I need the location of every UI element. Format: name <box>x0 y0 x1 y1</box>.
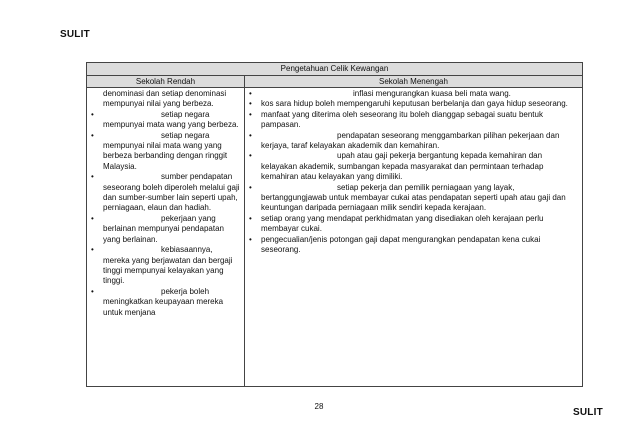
list-item: • setiap negara mempunyai mata wang yang berbeza. <box>91 109 239 130</box>
list-item: • pekerjaan yang berlainan mempunyai pendapatan yang berlainan. <box>91 213 224 244</box>
bullet-icon: • <box>91 213 94 223</box>
bullet-icon: • <box>249 89 252 98</box>
list-item: • setiap negara mempunyai nilai mata wang yang berbeza berbanding dengan ringgit Malaysia. <box>91 130 228 171</box>
list-item: • upah atau gaji pekerja bergantung kepada kemahiran dan kelayakan akademik, sumbangan kepada masyarakat dan permintaan terhadap kemahiran atau kelayakan yang dimiliki. <box>249 151 544 182</box>
bullet-icon: • <box>91 109 94 119</box>
column-header-primary: Sekolah Rendah <box>87 76 245 88</box>
bullet-icon: • <box>249 234 252 244</box>
bullet-icon: • <box>249 99 252 109</box>
list-item: • pekerja boleh meningkatkan keupayaan mereka untuk menjana <box>91 286 224 317</box>
list-item: • kos sara hidup boleh mempengaruhi keputusan berbelanja dan gaya hidup seseorang. <box>249 99 568 109</box>
column-header-secondary: Sekolah Menengah <box>245 76 583 88</box>
bullet-icon: • <box>91 172 94 182</box>
bullet-icon: • <box>249 213 252 223</box>
financial-literacy-table <box>86 62 583 387</box>
primary-continuation-text: denominasi dan setiap denominasi mempunyai nilai yang berbeza. <box>103 89 227 109</box>
bullet-icon: • <box>91 130 94 140</box>
header-sulit-label: SULIT <box>60 29 90 40</box>
footer-sulit-label: SULIT <box>573 407 603 418</box>
bullet-icon: • <box>249 130 252 140</box>
list-item: • sumber pendapatan seseorang boleh diperoleh melalui gaji dan sumber-sumber lain seperti upah, perniagaan, elaun dan hadiah. <box>91 172 240 213</box>
secondary-school-cell <box>245 88 583 387</box>
bullet-icon: • <box>249 109 252 119</box>
bullet-icon: • <box>249 151 252 161</box>
bullet-icon: • <box>91 245 94 255</box>
list-item: • kebiasaannya, mereka yang berjawatan dan bergaji tinggi mempunyai kelayakan yang tinggi. <box>91 245 233 286</box>
list-item: • inflasi mengurangkan kuasa beli mata wang. <box>249 89 511 98</box>
list-item: • setiap pekerja dan pemilik perniagaan yang layak, bertanggungjawab untuk membayar cukai atas pendapatan seperti upah atau gaji dan keuntungan daripada perniagaan milik sendiri kepada kerajaan. <box>249 182 566 213</box>
list-item: • manfaat yang diterima oleh seseorang itu boleh dianggap sebagai suatu bentuk pampasan. <box>249 109 543 130</box>
list-item: • pengecualian/jenis potongan gaji dapat mengurangkan pendapatan kena cukai seseorang. <box>249 234 541 255</box>
list-item: • setiap orang yang mendapat perkhidmatan yang disediakan oleh kerajaan perlu membayar cukai. <box>249 213 544 234</box>
list-item: • pendapatan seseorang menggambarkan pilihan pekerjaan dan kerjaya, taraf kelayakan akademik dan kemahiran. <box>249 130 560 151</box>
bullet-icon: • <box>91 286 94 296</box>
page-number: 28 <box>314 402 324 411</box>
bullet-icon: • <box>249 182 252 192</box>
primary-school-cell <box>87 88 245 387</box>
table-title: Pengetahuan Celik Kewangan <box>87 63 583 76</box>
